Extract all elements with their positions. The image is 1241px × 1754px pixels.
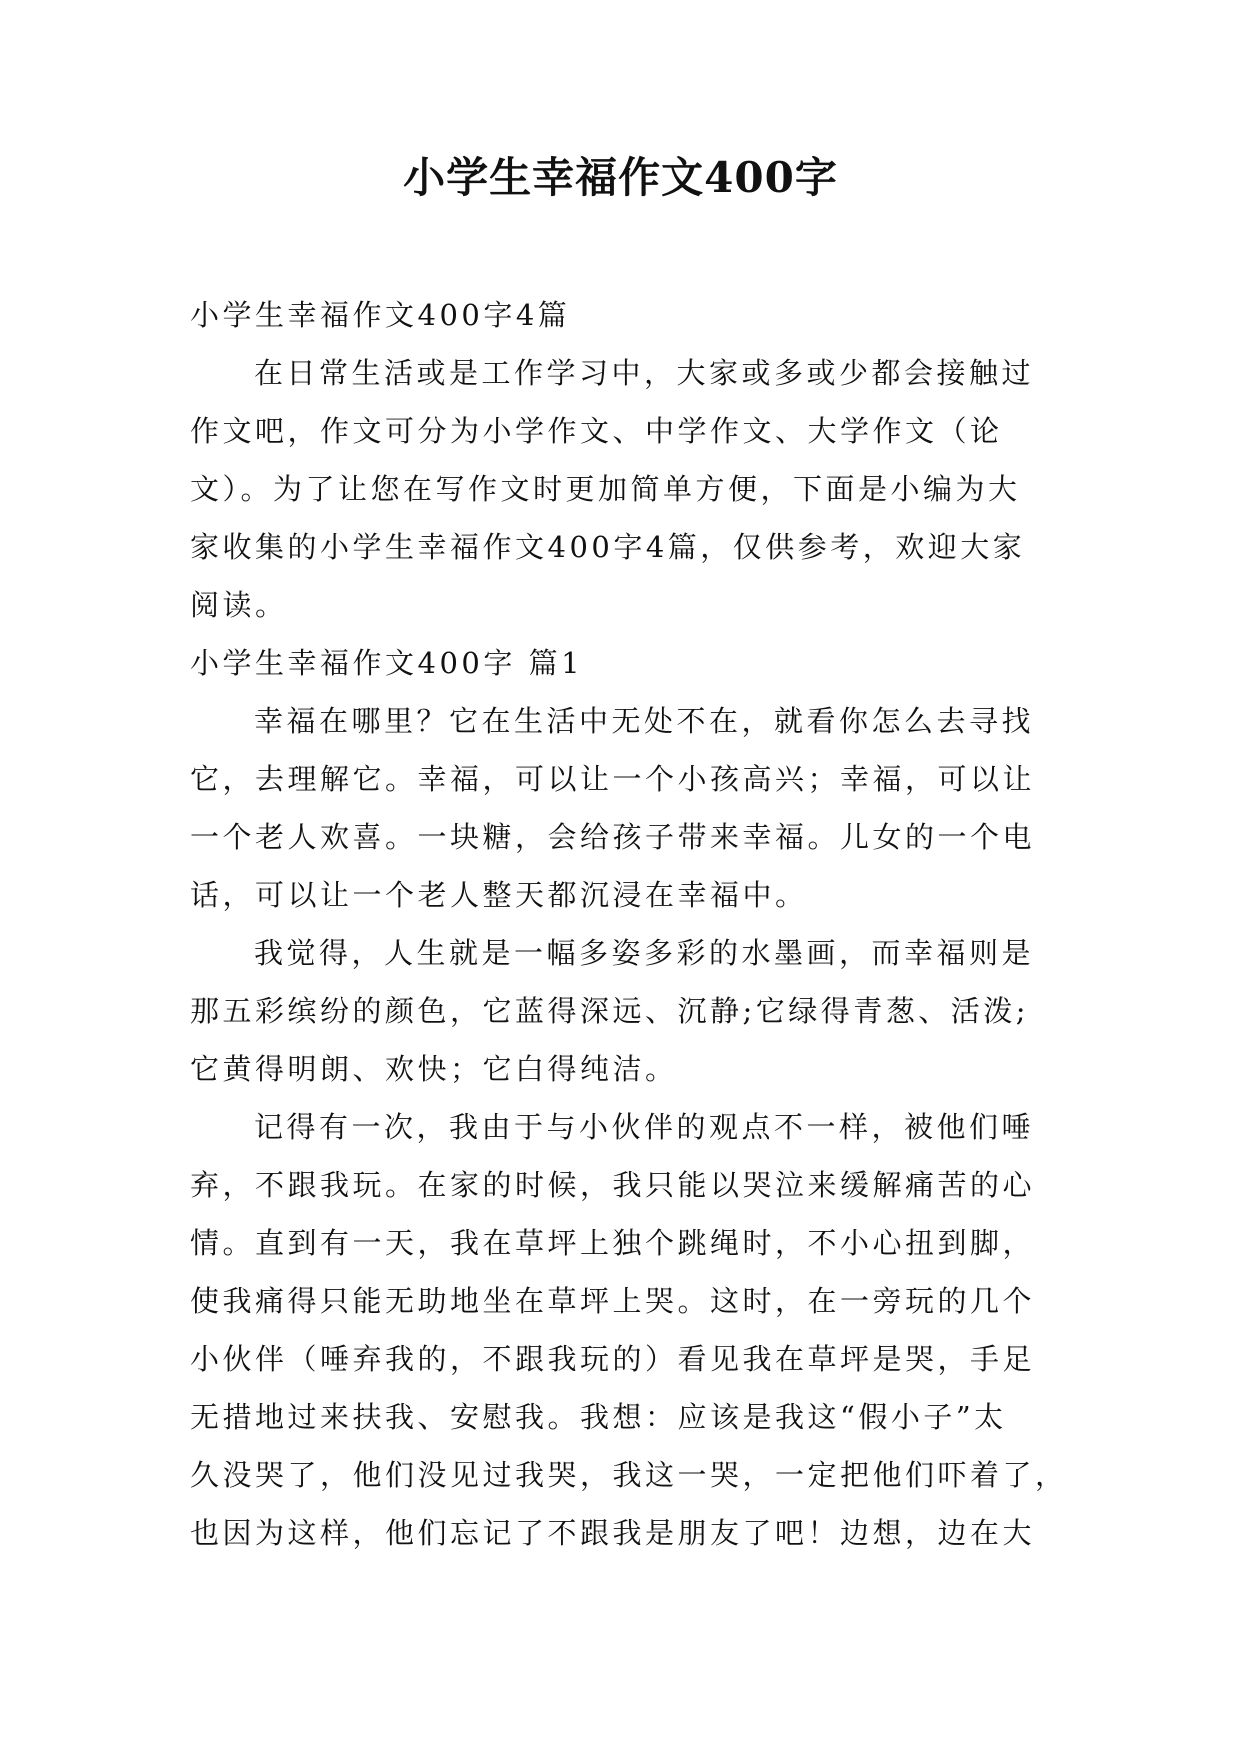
text-line: 它，去理解它。幸福，可以让一个小孩高兴；幸福，可以让 xyxy=(190,762,1036,796)
text-line: 久没哭了，他们没见过我哭，我这一哭，一定把他们吓着了， xyxy=(190,1458,1068,1492)
text-line: 话，可以让一个老人整天都沉浸在幸福中。 xyxy=(190,878,808,912)
paragraph-3 xyxy=(190,1098,1068,1562)
text-line: 弃，不跟我玩。在家的时候，我只能以哭泣来缓解痛苦的心 xyxy=(190,1168,1036,1202)
text-line: 幸福在哪里？它在生活中无处不在，就看你怎么去寻找 xyxy=(254,704,1035,738)
section-heading: 小学生幸福作文400字 篇1 xyxy=(190,646,584,680)
text-line: 文）。为了让您在写作文时更加简单方便，下面是小编为大 xyxy=(190,472,1021,506)
text-line: 在日常生活或是工作学习中，大家或多或少都会接触过 xyxy=(254,356,1035,390)
text-line: 一个老人欢喜。一块糖，会给孩子带来幸福。儿女的一个电 xyxy=(190,820,1036,854)
text-line: 小伙伴（唾弃我的，不跟我玩的）看见我在草坪是哭，手足 xyxy=(190,1342,1036,1376)
text-line: 家收集的小学生幸福作文400字4篇，仅供参考，欢迎大家 xyxy=(190,530,1026,564)
text-line: 也因为这样，他们忘记了不跟我是朋友了吧！边想，边在大 xyxy=(190,1516,1036,1550)
text-line: 情。直到有一天，我在草坪上独个跳绳时，不小心扭到脚， xyxy=(190,1226,1036,1260)
text-line: 使我痛得只能无助地坐在草坪上哭。这时，在一旁玩的几个 xyxy=(190,1284,1036,1318)
text-line: 作文吧，作文可分为小学作文、中学作文、大学作文（论 xyxy=(190,414,1003,448)
text-line: 阅读。 xyxy=(190,588,288,622)
text-line: 那五彩缤纷的颜色，它蓝得深远、沉静;它绿得青葱、活泼; xyxy=(190,994,1030,1028)
text-line: 它黄得明朗、欢快；它白得纯洁。 xyxy=(190,1052,678,1086)
paragraph-2 xyxy=(190,924,1050,1098)
text-line: 记得有一次，我由于与小伙伴的观点不一样，被他们唾 xyxy=(254,1110,1035,1144)
paragraph-1 xyxy=(190,692,1050,924)
text-line: 无措地过来扶我、安慰我。我想：应该是我这“假小子”太 xyxy=(190,1400,1007,1434)
text-line: 我觉得，人生就是一幅多姿多彩的水墨画，而幸福则是 xyxy=(254,936,1035,970)
document-title: 小学生幸福作文400字 xyxy=(403,153,838,202)
document-body xyxy=(190,286,1068,1562)
intro-paragraph xyxy=(190,344,1050,634)
subtitle: 小学生幸福作文400字4篇 xyxy=(190,298,571,332)
